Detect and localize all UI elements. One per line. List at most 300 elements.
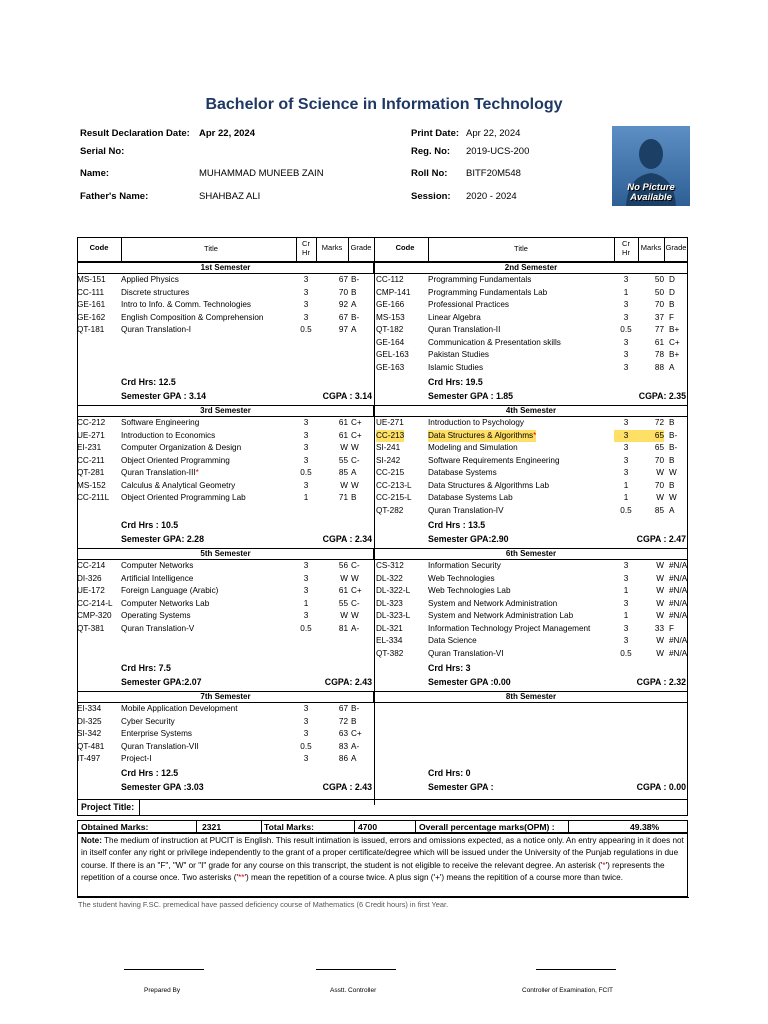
print-date-value: Apr 22, 2024 [466,128,521,139]
course-code: SI-241 [376,443,401,452]
credit-hours: 0.5 [300,325,312,334]
course-row [374,337,688,350]
course-row [77,324,374,337]
course-row [374,324,688,337]
course-title: Professional Practices [428,300,509,309]
course-marks: W [656,611,664,620]
credit-hours-total: Crd Hrs : 10.5 [121,520,179,530]
credit-hours: 3 [303,430,309,440]
session-value: 2020 - 2024 [466,191,517,202]
course-grade: B- [669,430,678,440]
course-row [77,442,374,455]
course-marks: W [656,598,664,608]
course-row [374,299,688,312]
semester-heading: 6th Semester [374,548,688,560]
course-grade: C- [351,455,360,465]
course-marks: 61 [338,430,348,440]
course-marks: 50 [654,287,664,297]
credit-hours: 3 [623,275,629,284]
course-code: GEL-163 [376,350,409,359]
course-row [374,573,688,586]
course-marks: 33 [654,623,664,633]
course-code: QT-182 [376,325,404,334]
course-grade: W [351,480,359,490]
course-grade: B+ [669,350,680,359]
course-marks: W [656,586,664,595]
course-grade: F [669,623,675,633]
result-date-value: Apr 22, 2024 [199,128,255,139]
course-row [374,417,688,430]
course-row [374,560,688,573]
credit-hours: 3 [623,455,629,465]
course-row [374,598,688,611]
course-title: Islamic Studies [428,362,484,372]
asst-controller-label: Asstt. Controller [330,987,377,994]
course-grade: A [351,300,357,309]
semester-gpa: Semester GPA: 2.28 [121,534,204,544]
course-code: CC-111 [77,287,104,297]
course-row [77,312,374,325]
course-grade: B [351,493,357,502]
serial-label: Serial No: [80,146,125,157]
course-row [77,623,374,636]
course-title: System and Network Administration Lab [428,611,574,620]
course-title: Enterprise Systems [121,729,192,738]
course-code: DL-321 [376,623,403,633]
course-code: MS-152 [77,480,106,490]
semester-heading: 2nd Semester [374,262,688,274]
column-header-left [77,237,374,262]
course-title: Communication & Presentation skills [428,337,561,347]
credit-hours: 3 [303,300,309,309]
reg-no-label: Reg. No: [411,146,451,157]
semester-heading: 3rd Semester [77,405,374,417]
roll-no-value: BITF20M548 [466,168,521,179]
no-picture-text: No Picture Available [627,182,675,203]
course-title: Database Systems Lab [428,493,513,502]
credit-hours: 3 [303,455,309,465]
course-title: Calculus & Analytical Geometry [121,480,236,490]
credit-hours: 3 [623,312,629,322]
course-code: QT-282 [376,505,404,515]
course-row [77,299,374,312]
controller-label: Controller of Examination, FCIT [522,987,614,994]
course-row [77,455,374,468]
course-code: SI-342 [77,729,102,738]
course-row [77,573,374,586]
course-marks: 83 [338,741,348,751]
marks-summary-row [77,820,688,833]
credit-hours: 3 [303,586,309,595]
course-marks: 77 [654,325,664,334]
credit-hours: 3 [623,623,629,633]
course-title: Database Systems [428,468,497,477]
course-grade: W [351,573,359,583]
course-marks: 70 [654,480,664,490]
cgpa: CGPA: 2.43 [324,677,372,687]
course-marks: W [656,636,664,645]
credit-hours: 3 [623,362,629,372]
credit-hours: 3 [303,287,309,297]
credit-hours: 3 [623,598,629,608]
semester-gpa: Semester GPA :0.00 [428,677,511,687]
course-marks: 70 [338,287,348,297]
course-code: MS-153 [376,312,405,322]
signature-line-asst-controller [316,969,396,970]
course-row [374,492,688,505]
cr-header: Cr [622,239,630,248]
course-marks: W [340,573,348,583]
credit-hours: 3 [623,561,629,570]
credit-hours: 0.5 [300,468,312,477]
course-title: Computer Organization & Design [121,443,242,452]
credit-hours: 0.5 [620,648,632,658]
course-code: CC-212 [77,418,106,427]
course-code: DL-322-L [376,586,411,595]
course-grade: #N/A [669,648,688,658]
obtained-marks-value: 2321 [202,822,222,832]
prepared-by-label: Prepared By [144,987,181,994]
course-code: DL-323 [376,598,403,608]
credit-hours: 1 [623,287,629,297]
course-grade: B [669,418,675,427]
course-marks: 50 [654,275,664,284]
title-header: Title [204,244,218,253]
course-title: Operating Systems [121,611,191,620]
course-marks: 67 [338,275,348,284]
roll-no-label: Roll No: [411,168,448,179]
course-title: Data Science [428,636,477,645]
semester-heading: 7th Semester [77,691,374,703]
course-marks: 63 [338,729,348,738]
course-grade: W [351,443,359,452]
credit-hours: 3 [303,716,309,726]
course-code: GE-161 [77,300,106,309]
grade-header: Grade [665,243,687,252]
course-row [374,430,688,443]
course-grade: C- [351,561,360,570]
hr-header: Hr [302,248,310,257]
credit-hours: 1 [623,586,629,595]
course-row [77,417,374,430]
course-grade: A [351,468,357,477]
credit-hours: 3 [303,312,309,322]
repeat-asterisk: * [533,430,537,440]
total-marks-label: Total Marks: [264,822,314,832]
course-grade: C+ [351,586,362,595]
course-title: Data Structures & Algorithms Lab [428,480,550,490]
course-grade: #N/A [669,598,688,608]
credit-hours: 3 [303,275,309,284]
course-title: Data Structures & Algorithms* [428,430,536,443]
course-grade: A [351,325,357,334]
repeat-asterisk: * [195,468,199,477]
code-header: Code [395,243,415,252]
course-code: CC-211L [77,493,110,502]
father-name: SHAHBAZ ALI [199,191,261,202]
credit-hours: 3 [623,636,629,645]
note-box: Note: The medium of instruction at PUCIT is English. This result intimation is issued, errors and omissions expected, as a notice only. An entry appearing in it does not in itself confer any right or privilege independently to the grant of a proper certificate/degree which will be issued under the University of the Punjab regulations in due course. If there is an "F", "W" or "I" grade for any course on this transcript, the student is not eligible to receive the relevant degree. An asterisk ('*') represents the repetition of a course once. Two asterisks ('**') mean the repetition of a course twice. A plus sign ('+') means the repitition of a course more than twice. [77,833,688,897]
student-photo-placeholder [612,126,690,206]
course-title: English Composition & Comprehension [121,312,264,322]
course-marks: 65 [654,443,664,452]
title-header: Title [514,244,528,253]
course-row [374,312,688,325]
course-marks: 37 [654,312,664,322]
course-marks: 81 [338,623,348,633]
credit-hours-total: Crd Hrs: 3 [428,663,471,673]
credit-hours-total: Crd Hrs: 7.5 [121,663,171,673]
credit-hours: 0.5 [300,741,312,751]
course-row [77,585,374,598]
course-row [374,349,688,362]
course-marks: 92 [338,300,348,309]
course-title: Applied Physics [121,275,179,284]
credit-hours: 3 [623,573,629,583]
document-title: Bachelor of Science in Information Technology [205,96,563,113]
course-row [77,480,374,493]
reg-no-value: 2019-UCS-200 [466,146,530,157]
course-row [77,430,374,443]
course-grade: A [669,505,675,515]
course-row [77,598,374,611]
semester-gpa: Semester GPA : 3.14 [121,391,207,401]
course-grade: C+ [351,418,362,427]
course-code: CC-215-L [376,493,412,502]
course-row [77,467,374,480]
cgpa: CGPA : 2.47 [636,534,686,544]
hr-header: Hr [622,248,630,257]
course-code: CC-213-L [376,480,412,490]
course-code: QT-381 [77,623,105,633]
course-title: Computer Networks Lab [121,598,210,608]
course-title: Introduction to Psychology [428,418,525,427]
course-marks: 61 [654,337,664,347]
credit-hours: 0.5 [620,325,632,334]
course-row [374,274,688,287]
course-title: System and Network Administration [428,598,558,608]
credit-hours-total: Crd Hrs : 13.5 [428,520,486,530]
course-row [77,716,374,729]
course-grade: D [669,287,675,297]
course-code: IT-497 [77,754,101,763]
course-code: QT-382 [376,648,404,658]
course-code: UE-172 [77,586,105,595]
course-grade: #N/A [669,561,688,570]
credit-hours: 1 [303,493,309,502]
course-grade: B [669,480,675,490]
semester-gpa: Semester GPA:2.90 [428,534,509,544]
semester-gpa: Semester GPA : 1.85 [428,391,514,401]
course-row [77,492,374,505]
credit-hours: 3 [623,300,629,309]
course-title: Quran Translation-V [121,623,195,633]
credit-hours: 1 [623,611,629,620]
course-grade: W [351,611,359,620]
course-code: QT-481 [77,741,105,751]
cgpa: CGPA: 2.35 [638,391,686,401]
course-code: CMP-141 [376,287,411,297]
course-code: EI-334 [77,704,102,713]
course-code: EI-231 [77,443,102,452]
course-code: DL-323-L [376,611,411,620]
course-title: Software Requirements Engineering [428,455,560,465]
course-code: QT-181 [77,325,105,334]
opm-label: Overall percentage marks(OPM) : [419,822,555,832]
course-marks: 67 [338,312,348,322]
course-title: Artificial Intelligence [121,573,194,583]
credit-hours: 3 [623,468,629,477]
course-grade: B- [351,312,360,322]
course-grade: F [669,312,675,322]
credit-hours: 1 [623,480,629,490]
course-title: Object Oriented Programming Lab [121,493,246,502]
footnote: The student having F.SC. premedical have passed deficiency course of Mathematics (6 Credit hours) in first Year. [77,897,689,910]
course-marks: 67 [338,704,348,713]
course-title: Cyber Security [121,716,175,726]
course-code: CC-211 [77,455,105,465]
course-grade: C+ [669,337,680,347]
course-row [77,287,374,300]
course-grade: B [351,287,357,297]
course-marks: W [340,611,348,620]
credit-hours: 3 [623,443,629,452]
course-code: CS-312 [376,561,404,570]
course-grade: B- [351,275,360,284]
session-label: Session: [411,191,451,202]
course-grade: A- [351,623,360,633]
credit-hours: 3 [303,573,309,583]
course-row [77,610,374,623]
credit-hours: 3 [303,561,309,570]
credit-hours: 3 [623,418,629,427]
course-title: Foreign Language (Arabic) [121,586,219,595]
total-marks-value: 4700 [358,822,378,832]
course-row [77,703,374,716]
course-code: UE-271 [376,418,404,427]
credit-hours: 1 [303,598,309,608]
marks-header: Marks [640,243,662,252]
course-code: MS-151 [77,275,106,284]
project-title-row [77,799,688,816]
course-title: Quran Translation-II [428,325,501,334]
credit-hours-total: Crd Hrs : 12.5 [121,768,179,778]
course-marks: 61 [338,418,348,427]
credit-hours: 3 [303,729,309,738]
course-grade: B- [351,704,360,713]
course-grade: #N/A [669,573,688,583]
cgpa: CGPA : 2.34 [322,534,372,544]
semester-gpa: Semester GPA :3.03 [121,782,204,792]
course-code: QT-281 [77,468,105,477]
course-marks: W [340,443,348,452]
result-date-label: Result Declaration Date: [80,128,190,139]
course-marks: 55 [338,598,348,608]
course-row [77,741,374,754]
course-grade: A [669,362,675,372]
course-title: Software Engineering [121,418,200,427]
course-marks: 55 [338,455,348,465]
credit-hours: 3 [303,704,309,713]
code-header: Code [89,243,109,252]
credit-hours: 3 [623,350,629,359]
course-row [374,648,688,661]
course-grade: B [669,455,675,465]
course-marks: 71 [338,493,348,502]
course-code: CC-215 [376,468,405,477]
course-code: CC-214 [77,561,106,570]
credit-hours: 3 [303,443,309,452]
course-marks: W [656,561,664,570]
credit-hours-total: Crd Hrs: 19.5 [428,377,483,387]
course-marks: 72 [654,418,664,427]
course-code: DI-325 [77,716,102,726]
course-grade: #N/A [669,611,688,620]
course-marks: W [656,573,664,583]
grade-header: Grade [350,243,372,252]
course-marks: 78 [654,350,664,359]
course-marks: W [340,480,348,490]
course-title: Web Technologies Lab [428,586,511,595]
course-grade: #N/A [669,586,688,595]
opm-value: 49.38% [630,822,660,832]
course-code: UE-271 [77,430,105,440]
course-code: CMP-320 [77,611,112,620]
course-title: Quran Translation-VII [121,741,199,751]
course-title: Web Technologies [428,573,495,583]
student-name: MUHAMMAD MUNEEB ZAIN [199,168,324,179]
course-code: CC-213 [376,430,404,443]
course-code: CC-112 [376,275,404,284]
course-row [77,753,374,766]
obtained-marks-label: Obtained Marks: [81,822,149,832]
project-title-label: Project Title: [81,802,135,812]
signature-line-prepared [124,969,204,970]
credit-hours: 0.5 [300,623,312,633]
course-title: Object Oriented Programming [121,455,230,465]
course-marks: 85 [654,505,664,515]
credit-hours: 3 [303,611,309,620]
course-grade: B [351,716,357,726]
semester-heading: 1st Semester [77,262,374,274]
credit-hours: 1 [623,493,629,502]
course-row [374,362,688,375]
course-title: Mobile Application Development [121,704,238,713]
semester-heading: 4th Semester [374,405,688,417]
course-row [77,728,374,741]
course-title: Introduction to Economics [121,430,216,440]
course-marks: 70 [654,300,664,309]
course-title: Discrete structures [121,287,190,297]
credit-hours: 3 [303,480,309,490]
credit-hours-total: Crd Hrs: 0 [428,768,471,778]
course-title: Information Technology Project Management [428,623,591,633]
credit-hours: 3 [623,337,629,347]
credit-hours: 3 [303,418,309,427]
course-title: Quran Translation-VI [428,648,504,658]
signature-line-controller [536,969,616,970]
course-title: Information Security [428,561,501,570]
course-row [374,455,688,468]
course-row [374,480,688,493]
course-grade: C+ [351,430,362,440]
course-grade: B- [669,443,678,452]
course-marks: 72 [338,716,348,726]
course-grade: #N/A [669,636,688,645]
course-row [374,467,688,480]
course-marks: 61 [338,586,348,595]
course-code: GE-163 [376,362,405,372]
